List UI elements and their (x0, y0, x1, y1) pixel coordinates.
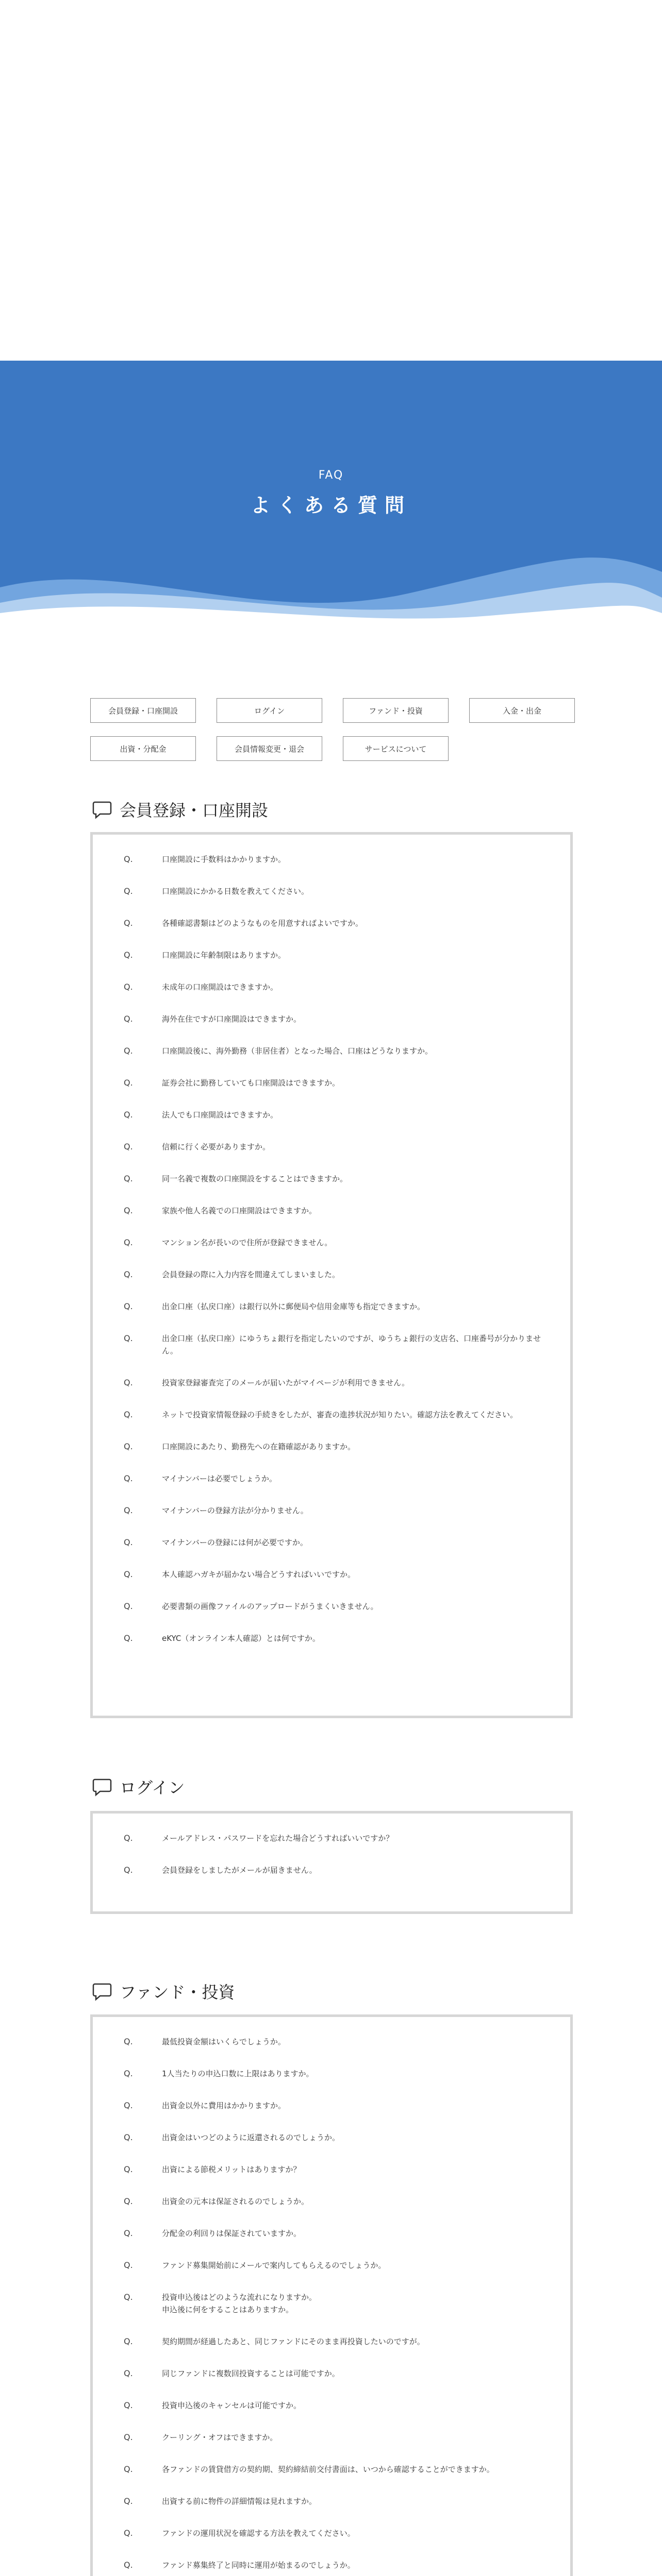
faq-question[interactable] (124, 1236, 544, 1249)
faq-question[interactable] (124, 1600, 544, 1613)
speech-bubble-icon (92, 1776, 112, 1797)
faq-question[interactable] (124, 2163, 544, 2176)
category-dividend[interactable]: 出資・分配金 (90, 736, 196, 761)
q-label: Q. (124, 950, 133, 960)
q-label: Q. (124, 2100, 133, 2110)
q-label: Q. (124, 1206, 133, 1215)
question-text: 出資金以外に費用はかかりますか。 (162, 2101, 286, 2110)
question-text: 分配金の利回りは保証されていますか。 (162, 2229, 302, 2238)
faq-question[interactable] (124, 1268, 544, 1281)
q-label: Q. (124, 2069, 133, 2078)
hero-en-title: FAQ (318, 469, 344, 482)
question-text: 出金口座（払戻口座）にゆうちょ銀行を指定したいのですが、ゆうちょ銀行の支店名、口座番号が分かりません。 (162, 1334, 541, 1355)
q-label: Q. (124, 982, 133, 992)
faq-question[interactable] (124, 1109, 544, 1121)
question-text: 投資家登録審査完了のメールが届いたがマイページが利用できません。 (162, 1378, 410, 1387)
faq-question[interactable] (124, 1864, 544, 1876)
faq-question[interactable] (124, 1045, 544, 1057)
faq-question[interactable] (124, 1300, 544, 1313)
q-label: Q. (124, 1046, 133, 1056)
q-label: Q. (124, 2464, 133, 2474)
question-text: 各種確認書類はどのようなものを用意すればよいですか。 (162, 919, 363, 928)
q-label: Q. (124, 1633, 133, 1643)
question-text: メールアドレス・パスワードを忘れた場合どうすればいいですか？ (162, 1834, 394, 1843)
faq-question[interactable] (124, 853, 544, 866)
faq-box-fund (90, 2014, 573, 2576)
faq-question[interactable] (124, 2399, 544, 2412)
category-nav (90, 698, 575, 774)
category-registration[interactable]: 会員登録・口座開設 (90, 698, 196, 723)
question-text: 家族や他人名義での口座開設はできますか。 (162, 1206, 317, 1215)
section-title-text: ログイン (120, 1778, 185, 1798)
q-label: Q. (124, 2560, 133, 2570)
question-text: クーリング・オフはできますか。 (162, 2433, 278, 2442)
faq-question[interactable] (124, 2495, 544, 2507)
faq-question[interactable] (124, 1013, 544, 1025)
q-label: Q. (124, 2196, 133, 2206)
faq-question[interactable] (124, 2067, 544, 2080)
q-label: Q. (124, 2228, 133, 2238)
q-label: Q. (124, 1378, 133, 1387)
faq-question[interactable] (124, 1332, 544, 1357)
q-label: Q. (124, 1014, 133, 1024)
faq-question[interactable] (124, 1440, 544, 1453)
question-text: 証券会社に勤務していても口座開設はできますか。 (162, 1078, 340, 1088)
faq-question[interactable] (124, 1472, 544, 1485)
speech-bubble-icon (92, 799, 112, 820)
question-text: 会員登録をしましたがメールが届きません。 (162, 1866, 317, 1875)
section-title-login (92, 1775, 185, 1799)
q-label: Q. (124, 1110, 133, 1120)
q-label: Q. (124, 1505, 133, 1515)
q-label: Q. (124, 2132, 133, 2142)
q-label: Q. (124, 1601, 133, 1611)
faq-question[interactable] (124, 917, 544, 929)
q-label: Q. (124, 1865, 133, 1875)
faq-question[interactable] (124, 1173, 544, 1185)
q-label: Q. (124, 2368, 133, 2378)
faq-question[interactable] (124, 885, 544, 897)
q-label: Q. (124, 2432, 133, 2442)
faq-question[interactable] (124, 949, 544, 961)
faq-question[interactable] (124, 1409, 544, 1421)
faq-question[interactable] (124, 1504, 544, 1517)
q-label: Q. (124, 2496, 133, 2506)
question-text: 投資申込後のキャンセルは可能ですか。 (162, 2401, 302, 2410)
q-label: Q. (124, 1569, 133, 1579)
faq-question[interactable] (124, 2291, 544, 2316)
question-text: 未成年の口座開設はできますか。 (162, 982, 278, 992)
question-text: マイナンバーの登録には何が必要ですか。 (162, 1538, 308, 1547)
question-text: ネットで投資家情報登録の手続きをしたが、審査の進捗状況が知りたい。確認方法を教えてください。 (162, 1410, 518, 1419)
faq-question[interactable] (124, 1832, 544, 1844)
question-text: 出金口座（払戻口座）は銀行以外に郵便局や信用金庫等も指定できますか。 (162, 1302, 425, 1311)
faq-question[interactable] (124, 2335, 544, 2348)
question-text: マンション名が長いので住所が登録できません。 (162, 1238, 333, 1247)
question-text: マイナンバーは必要でしょうか。 (162, 1474, 277, 1483)
question-text: 口座開設に手数料はかかりますか。 (162, 855, 286, 864)
question-text: 契約期間が経過したあと、同じファンドにそのまま再投資したいのですが。 (162, 2337, 425, 2346)
faq-question[interactable] (124, 1205, 544, 1217)
question-text: マイナンバーの登録方法が分かりません。 (162, 1506, 308, 1515)
q-label: Q. (124, 2528, 133, 2538)
category-deposit[interactable]: 入金・出金 (469, 698, 575, 723)
q-label: Q. (124, 2260, 133, 2270)
q-label: Q. (124, 2336, 133, 2346)
q-label: Q. (124, 1142, 133, 1151)
faq-question[interactable] (124, 2259, 544, 2272)
wave-decoration (0, 526, 662, 629)
faq-question[interactable] (124, 1077, 544, 1089)
faq-question[interactable] (124, 1568, 544, 1581)
question-text: 同じファンドに複数回投資することは可能ですか。 (162, 2369, 340, 2378)
question-text: 法人でも口座開設はできますか。 (162, 1110, 278, 1120)
question-text: 会員登録の際に入力内容を間違えてしまいました。 (162, 1270, 340, 1279)
section-title-registration (92, 798, 268, 821)
category-service[interactable]: サービスについて (343, 736, 449, 761)
question-text: 出資による節税メリットはありますか？ (162, 2165, 301, 2174)
faq-question[interactable] (124, 2367, 544, 2380)
q-label: Q. (124, 1473, 133, 1483)
q-label: Q. (124, 1269, 133, 1279)
question-text: 1人当たりの申込口数に上限はありますか。 (162, 2069, 314, 2078)
question-text: 海外在住ですが口座開設はできますか。 (162, 1014, 302, 1024)
faq-box-login (90, 1811, 573, 1914)
hero-jp-title: よくある質問 (250, 494, 411, 517)
faq-question[interactable] (124, 2195, 544, 2208)
faq-question[interactable] (124, 2131, 544, 2144)
category-row-1 (90, 698, 575, 723)
faq-question[interactable] (124, 2227, 544, 2240)
q-label: Q. (124, 918, 133, 928)
question-text: 口座開設後に、海外勤務（非居住者）となった場合、口座はどうなりますか。 (162, 1046, 433, 1056)
q-label: Q. (124, 1537, 133, 1547)
faq-question[interactable] (124, 2527, 544, 2539)
question-text: 必要書類の画像ファイルのアップロードがうまくいきません。 (162, 1602, 378, 1611)
faq-question[interactable] (124, 2431, 544, 2444)
section-title-text: 会員登録・口座開設 (120, 801, 269, 820)
faq-question[interactable] (124, 981, 544, 993)
faq-question[interactable] (124, 2036, 544, 2048)
q-label: Q. (124, 1238, 133, 1247)
faq-question[interactable] (124, 1377, 544, 1389)
faq-question[interactable] (124, 1141, 544, 1153)
question-text: 出資金の元本は保証されるのでしょうか。 (162, 2197, 309, 2206)
question-text: 投資申込後はどのような流れになりますか。 申込後に何をすることはありますか。 (162, 2293, 317, 2314)
question-text: 本人確認ハガキが届かない場合どうすればいいですか。 (162, 1570, 356, 1579)
q-label: Q. (124, 854, 133, 864)
q-label: Q. (124, 1174, 133, 1183)
question-text: ファンドの運用状況を確認する方法を教えてください。 (162, 2529, 355, 2538)
question-text: 信頼に行く必要がありますか。 (162, 1142, 271, 1151)
top-blank-area (0, 0, 662, 361)
question-text: 口座開設に年齢制限はありますか。 (162, 951, 286, 960)
faq-hero (0, 361, 662, 629)
question-text: 口座開設にあたり、勤務先への在籍確認がありますか。 (162, 1442, 356, 1451)
question-text: 出資金はいつどのように返還されるのでしょうか。 (162, 2133, 340, 2142)
q-label: Q. (124, 886, 133, 896)
speech-bubble-icon (92, 1981, 112, 2002)
faq-question[interactable] (124, 1632, 544, 1645)
section-title-text: ファンド・投資 (120, 1982, 235, 2002)
question-text: 出資する前に物件の詳細情報は見れますか。 (162, 2497, 317, 2506)
category-row-2 (90, 736, 575, 761)
category-login[interactable]: ログイン (217, 698, 322, 723)
q-label: Q. (124, 2400, 133, 2410)
q-label: Q. (124, 1333, 133, 1343)
q-label: Q. (124, 1442, 133, 1451)
q-label: Q. (124, 2292, 133, 2302)
section-title-fund (92, 1979, 235, 2003)
question-text: eKYC（オンライン本人確認）とは何ですか。 (162, 1634, 320, 1643)
q-label: Q. (124, 1410, 133, 1419)
question-text: 各ファンドの賃貸借方の契約期、契約締結前交付書面は、いつから確認することができますか。 (162, 2465, 494, 2474)
faq-box-registration (90, 832, 573, 1718)
question-text: 同一名義で複数の口座開設をすることはできますか。 (162, 1174, 348, 1183)
category-member-info[interactable]: 会員情報変更・退会 (217, 736, 322, 761)
q-label: Q. (124, 1078, 133, 1088)
question-text: ファンド募集終了と同時に運用が始まるのでしょうか。 (162, 2561, 355, 2570)
q-label: Q. (124, 1301, 133, 1311)
faq-question[interactable] (124, 2099, 544, 2112)
category-fund[interactable]: ファンド・投資 (343, 698, 449, 723)
question-text: 口座開設にかかる日数を教えてください。 (162, 887, 309, 896)
question-text: 最低投資金額はいくらでしょうか。 (162, 2037, 286, 2046)
q-label: Q. (124, 2164, 133, 2174)
faq-question[interactable] (124, 2463, 544, 2476)
faq-question[interactable] (124, 1536, 544, 1549)
faq-question[interactable] (124, 2559, 544, 2571)
q-label: Q. (124, 1833, 133, 1843)
q-label: Q. (124, 2037, 133, 2046)
question-text: ファンド募集開始前にメールで案内してもらえるのでしょうか。 (162, 2261, 386, 2270)
